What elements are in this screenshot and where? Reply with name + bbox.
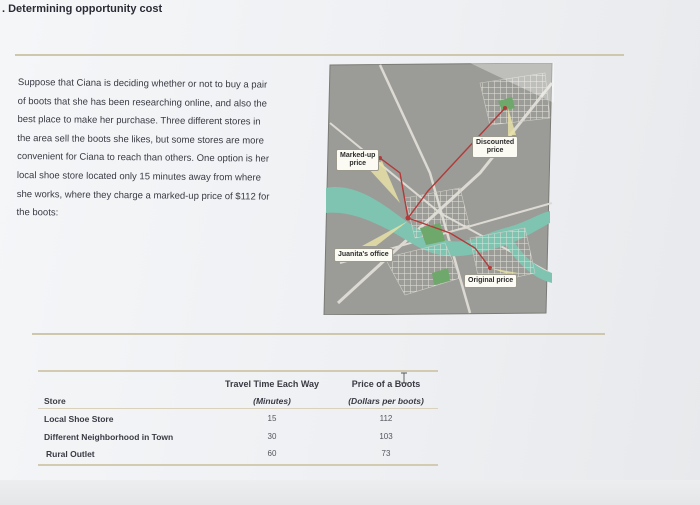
- top-divider: [15, 54, 624, 56]
- row-store-label: Different Neighborhood in Town: [44, 432, 174, 442]
- row-travel-time: 60: [267, 449, 277, 458]
- marked-up-price-callout: [336, 149, 379, 171]
- paragraph-line: Suppose that Ciana is deciding whether or not to buy a pair: [17, 76, 268, 91]
- text-cursor-icon: [400, 372, 408, 384]
- header-store: Store: [44, 396, 66, 406]
- row-travel-time: 30: [267, 432, 277, 441]
- row-store-label: Local Shoe Store: [44, 414, 114, 424]
- problem-paragraph: [16, 74, 318, 226]
- middle-divider: [32, 333, 605, 335]
- row-price: 73: [381, 449, 391, 458]
- header-travel-unit: (Minutes): [253, 396, 291, 406]
- header-travel-time: Travel Time Each Way: [224, 379, 320, 389]
- page-title: . Determining opportunity cost: [2, 3, 163, 15]
- table-bottom-rule: [38, 464, 438, 466]
- callout-text: price: [349, 160, 367, 167]
- juanita-office-callout: Juanita's office: [334, 248, 393, 262]
- bottom-area: [0, 480, 700, 505]
- row-store-label: Rural Outlet: [46, 449, 95, 459]
- header-price-unit: (Dollars per boots): [348, 396, 424, 406]
- price-table: [38, 368, 438, 468]
- original-price-callout: Original price: [464, 274, 517, 288]
- callout-text: price: [486, 147, 504, 154]
- paragraph-line: local shoe store located only 15 minutes away from where: [16, 169, 261, 184]
- callout-text: Discounted: [476, 139, 515, 146]
- table-top-rule: [38, 370, 438, 372]
- city-map-illustration: [320, 63, 554, 315]
- paragraph-line: of boots that she has been researching online, and also the: [17, 95, 268, 110]
- row-travel-time: 15: [267, 414, 277, 423]
- paragraph-line: she works, where they charge a marked-up price of $112 for: [16, 188, 270, 203]
- paragraph-line: convenient for Ciana to reach than others. One option is her: [17, 151, 270, 166]
- paragraph-line: the area sell the boots she likes, but some stores are more: [17, 132, 264, 147]
- callout-text: Marked-up: [340, 152, 376, 159]
- city-map: [320, 63, 554, 315]
- header-price: Price of a Boots: [351, 379, 421, 389]
- paragraph-line: the boots:: [16, 207, 59, 219]
- row-price: 112: [379, 414, 393, 423]
- paragraph-line: best place to make her purchase. Three different stores in: [17, 114, 261, 128]
- header-rule: [38, 408, 438, 409]
- discounted-price-callout: [472, 136, 518, 158]
- row-price: 103: [379, 432, 393, 441]
